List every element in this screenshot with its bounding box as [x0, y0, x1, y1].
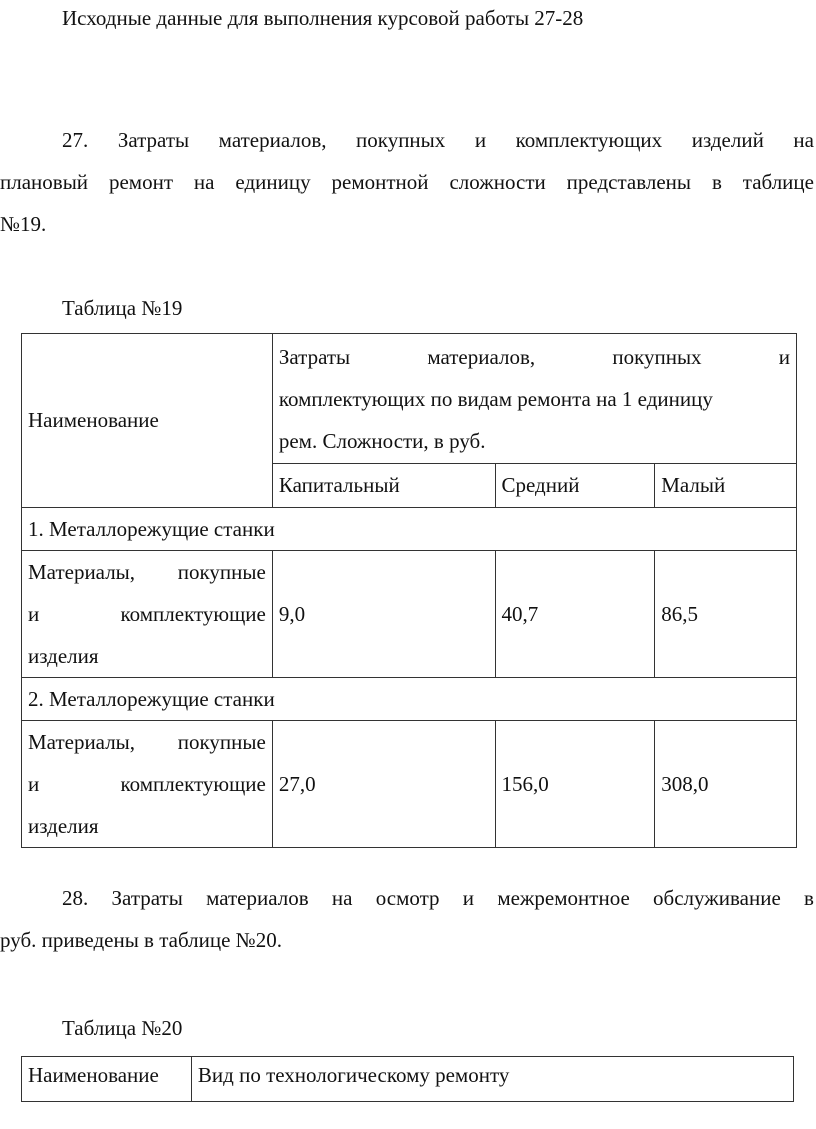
section-title: 1. Металлорежущие станки — [22, 508, 797, 551]
word: и — [778, 344, 790, 369]
table-19-caption: Таблица №19 — [62, 296, 183, 320]
word: осмотр — [375, 886, 440, 910]
word: и — [474, 128, 487, 152]
sub-header-medium: Средний — [495, 464, 655, 508]
paragraph-28 — [0, 886, 816, 970]
word: в — [804, 886, 814, 910]
paragraph-28-line-1 — [0, 886, 816, 928]
row-name-line-1 — [28, 551, 272, 593]
header-name: Наименование — [28, 408, 159, 432]
paragraph-27-line-3: №19. — [0, 212, 47, 236]
value-capital: 9,0 — [272, 551, 495, 678]
word: представлены — [566, 170, 692, 194]
paragraph-27-line-1 — [0, 128, 816, 170]
table-row — [22, 721, 797, 848]
word: и — [28, 602, 40, 626]
header-name: Наименование — [22, 1057, 192, 1102]
word: материалов, — [218, 128, 327, 152]
value-medium: 156,0 — [495, 721, 655, 848]
header-name-cell — [22, 334, 273, 508]
word: плановый — [0, 170, 89, 194]
word: комплектующие — [120, 602, 266, 626]
header-type: Вид по технологическому ремонту — [191, 1057, 793, 1102]
table-20-caption: Таблица №20 — [62, 1016, 183, 1040]
word: и — [28, 772, 40, 796]
word: таблице — [742, 170, 814, 194]
word: Затраты — [278, 344, 351, 369]
row-name-line-3: изделия — [28, 644, 99, 668]
word: материалов — [206, 886, 309, 910]
row-name-line-2 — [28, 763, 272, 805]
value-capital: 27,0 — [272, 721, 495, 848]
header-costs-cell — [272, 334, 796, 464]
table-20 — [21, 1056, 794, 1102]
paragraph-28-line-2: руб. приведены в таблице №20. — [0, 928, 282, 952]
section-title-row — [22, 678, 797, 721]
word: покупных — [356, 128, 446, 152]
table-header-row — [22, 334, 797, 464]
row-name-line-2 — [28, 593, 272, 635]
word: Затраты — [117, 128, 190, 152]
table-row — [22, 551, 797, 678]
value-medium: 40,7 — [495, 551, 655, 678]
word: покупных — [612, 344, 702, 369]
section-title: 2. Металлорежущие станки — [22, 678, 797, 721]
row-name-cell — [22, 721, 273, 848]
word: комплектующих — [515, 128, 663, 152]
paragraph-27-line-2 — [0, 170, 816, 212]
row-name-cell — [22, 551, 273, 678]
header-costs-line-2: комплектующих по видам ремонта на 1 единицу — [278, 386, 713, 411]
value-small: 308,0 — [655, 721, 797, 848]
word: сложности — [449, 170, 546, 194]
word: Материалы, — [28, 560, 136, 584]
paragraph-27 — [0, 128, 816, 254]
value-small: 86,5 — [655, 551, 797, 678]
header-costs-line-1 — [279, 336, 796, 378]
word: обслуживание — [653, 886, 781, 910]
word: Затраты — [111, 886, 183, 910]
word: 28. — [62, 886, 89, 910]
word: ремонтной — [331, 170, 429, 194]
word: комплектующие — [120, 772, 266, 796]
word: покупные — [177, 730, 266, 754]
word: Материалы, — [28, 730, 136, 754]
word: ремонт — [108, 170, 173, 194]
word: материалов, — [427, 344, 536, 369]
word: покупные — [177, 560, 266, 584]
word: в — [711, 170, 722, 194]
word: на — [331, 886, 353, 910]
row-name-line-1 — [28, 721, 272, 763]
word: 27. — [62, 128, 89, 152]
sub-header-capital: Капитальный — [272, 464, 495, 508]
section-title-row — [22, 508, 797, 551]
word: и — [462, 886, 475, 910]
word: на — [193, 170, 215, 194]
word: на — [793, 128, 814, 152]
sub-header-small: Малый — [655, 464, 797, 508]
word: изделий — [691, 128, 764, 152]
table-header-row — [22, 1057, 794, 1102]
word: единицу — [235, 170, 311, 194]
table-19 — [21, 333, 797, 848]
word: межремонтное — [497, 886, 630, 910]
header-costs-line-3: рем. Сложности, в руб. — [278, 428, 486, 453]
row-name-line-3: изделия — [28, 814, 99, 838]
document-header: Исходные данные для выполнения курсовой работы 27-28 — [62, 6, 584, 30]
